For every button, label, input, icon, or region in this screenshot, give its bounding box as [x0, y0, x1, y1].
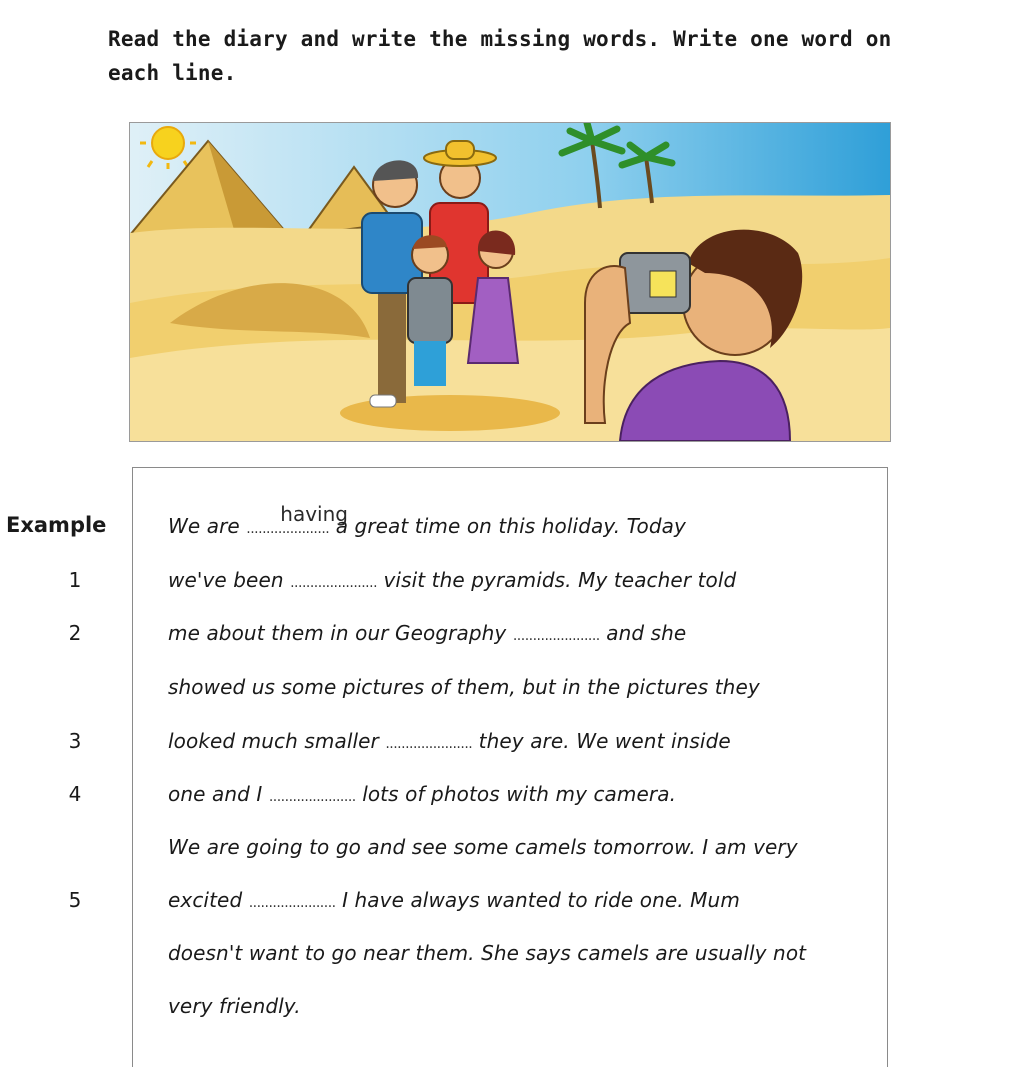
question-number-1: 1	[68, 568, 82, 592]
example-gap: ..................... having	[246, 511, 329, 544]
instructions	[108, 22, 908, 90]
diary-line-3: looked much smaller ...................... they are. We went inside	[168, 726, 731, 759]
answer-gap-4[interactable]: ......................	[268, 789, 356, 805]
question-number-4: 4	[68, 782, 82, 806]
diary-line-4-continued: We are going to go and see some camels tomorrow. I am very	[168, 835, 798, 859]
diary-line-5-continued: doesn't want to go near them. She says camels are usually not	[168, 941, 807, 965]
diary-line-2: me about them in our Geography ...................... and she	[168, 618, 686, 651]
illustration-family-at-pyramids	[129, 122, 891, 442]
question-number-5: 5	[68, 888, 82, 912]
example-label: Example	[6, 513, 107, 537]
answer-gap-3[interactable]: ......................	[385, 736, 473, 752]
diary-line-example: We are ..................... having a great time on this holiday. Today	[168, 511, 686, 544]
instructions-line-2: each line.	[108, 61, 237, 85]
pyramids-scene-svg	[130, 123, 890, 441]
example-answer: having	[280, 502, 348, 526]
instructions-line-1: Read the diary and write the missing words. Write one word on	[108, 27, 892, 51]
diary-line-4: one and I ...................... lots of photos with my camera.	[168, 779, 676, 812]
diary-line-2-continued: showed us some pictures of them, but in the pictures they	[168, 675, 760, 699]
son-figure	[408, 235, 452, 386]
diary-line-1: we've been ...................... visit the pyramids. My teacher told	[168, 565, 736, 598]
diary-line-5-end: very friendly.	[168, 994, 301, 1018]
diary-box	[132, 467, 888, 1067]
answer-gap-1[interactable]: ......................	[290, 575, 378, 591]
question-number-2: 2	[68, 621, 82, 645]
answer-gap-5[interactable]: ......................	[248, 895, 336, 911]
question-number-3: 3	[68, 729, 82, 753]
answer-gap-2[interactable]: ......................	[512, 628, 600, 644]
diary-line-5: excited ...................... I have always wanted to ride one. Mum	[168, 885, 740, 918]
